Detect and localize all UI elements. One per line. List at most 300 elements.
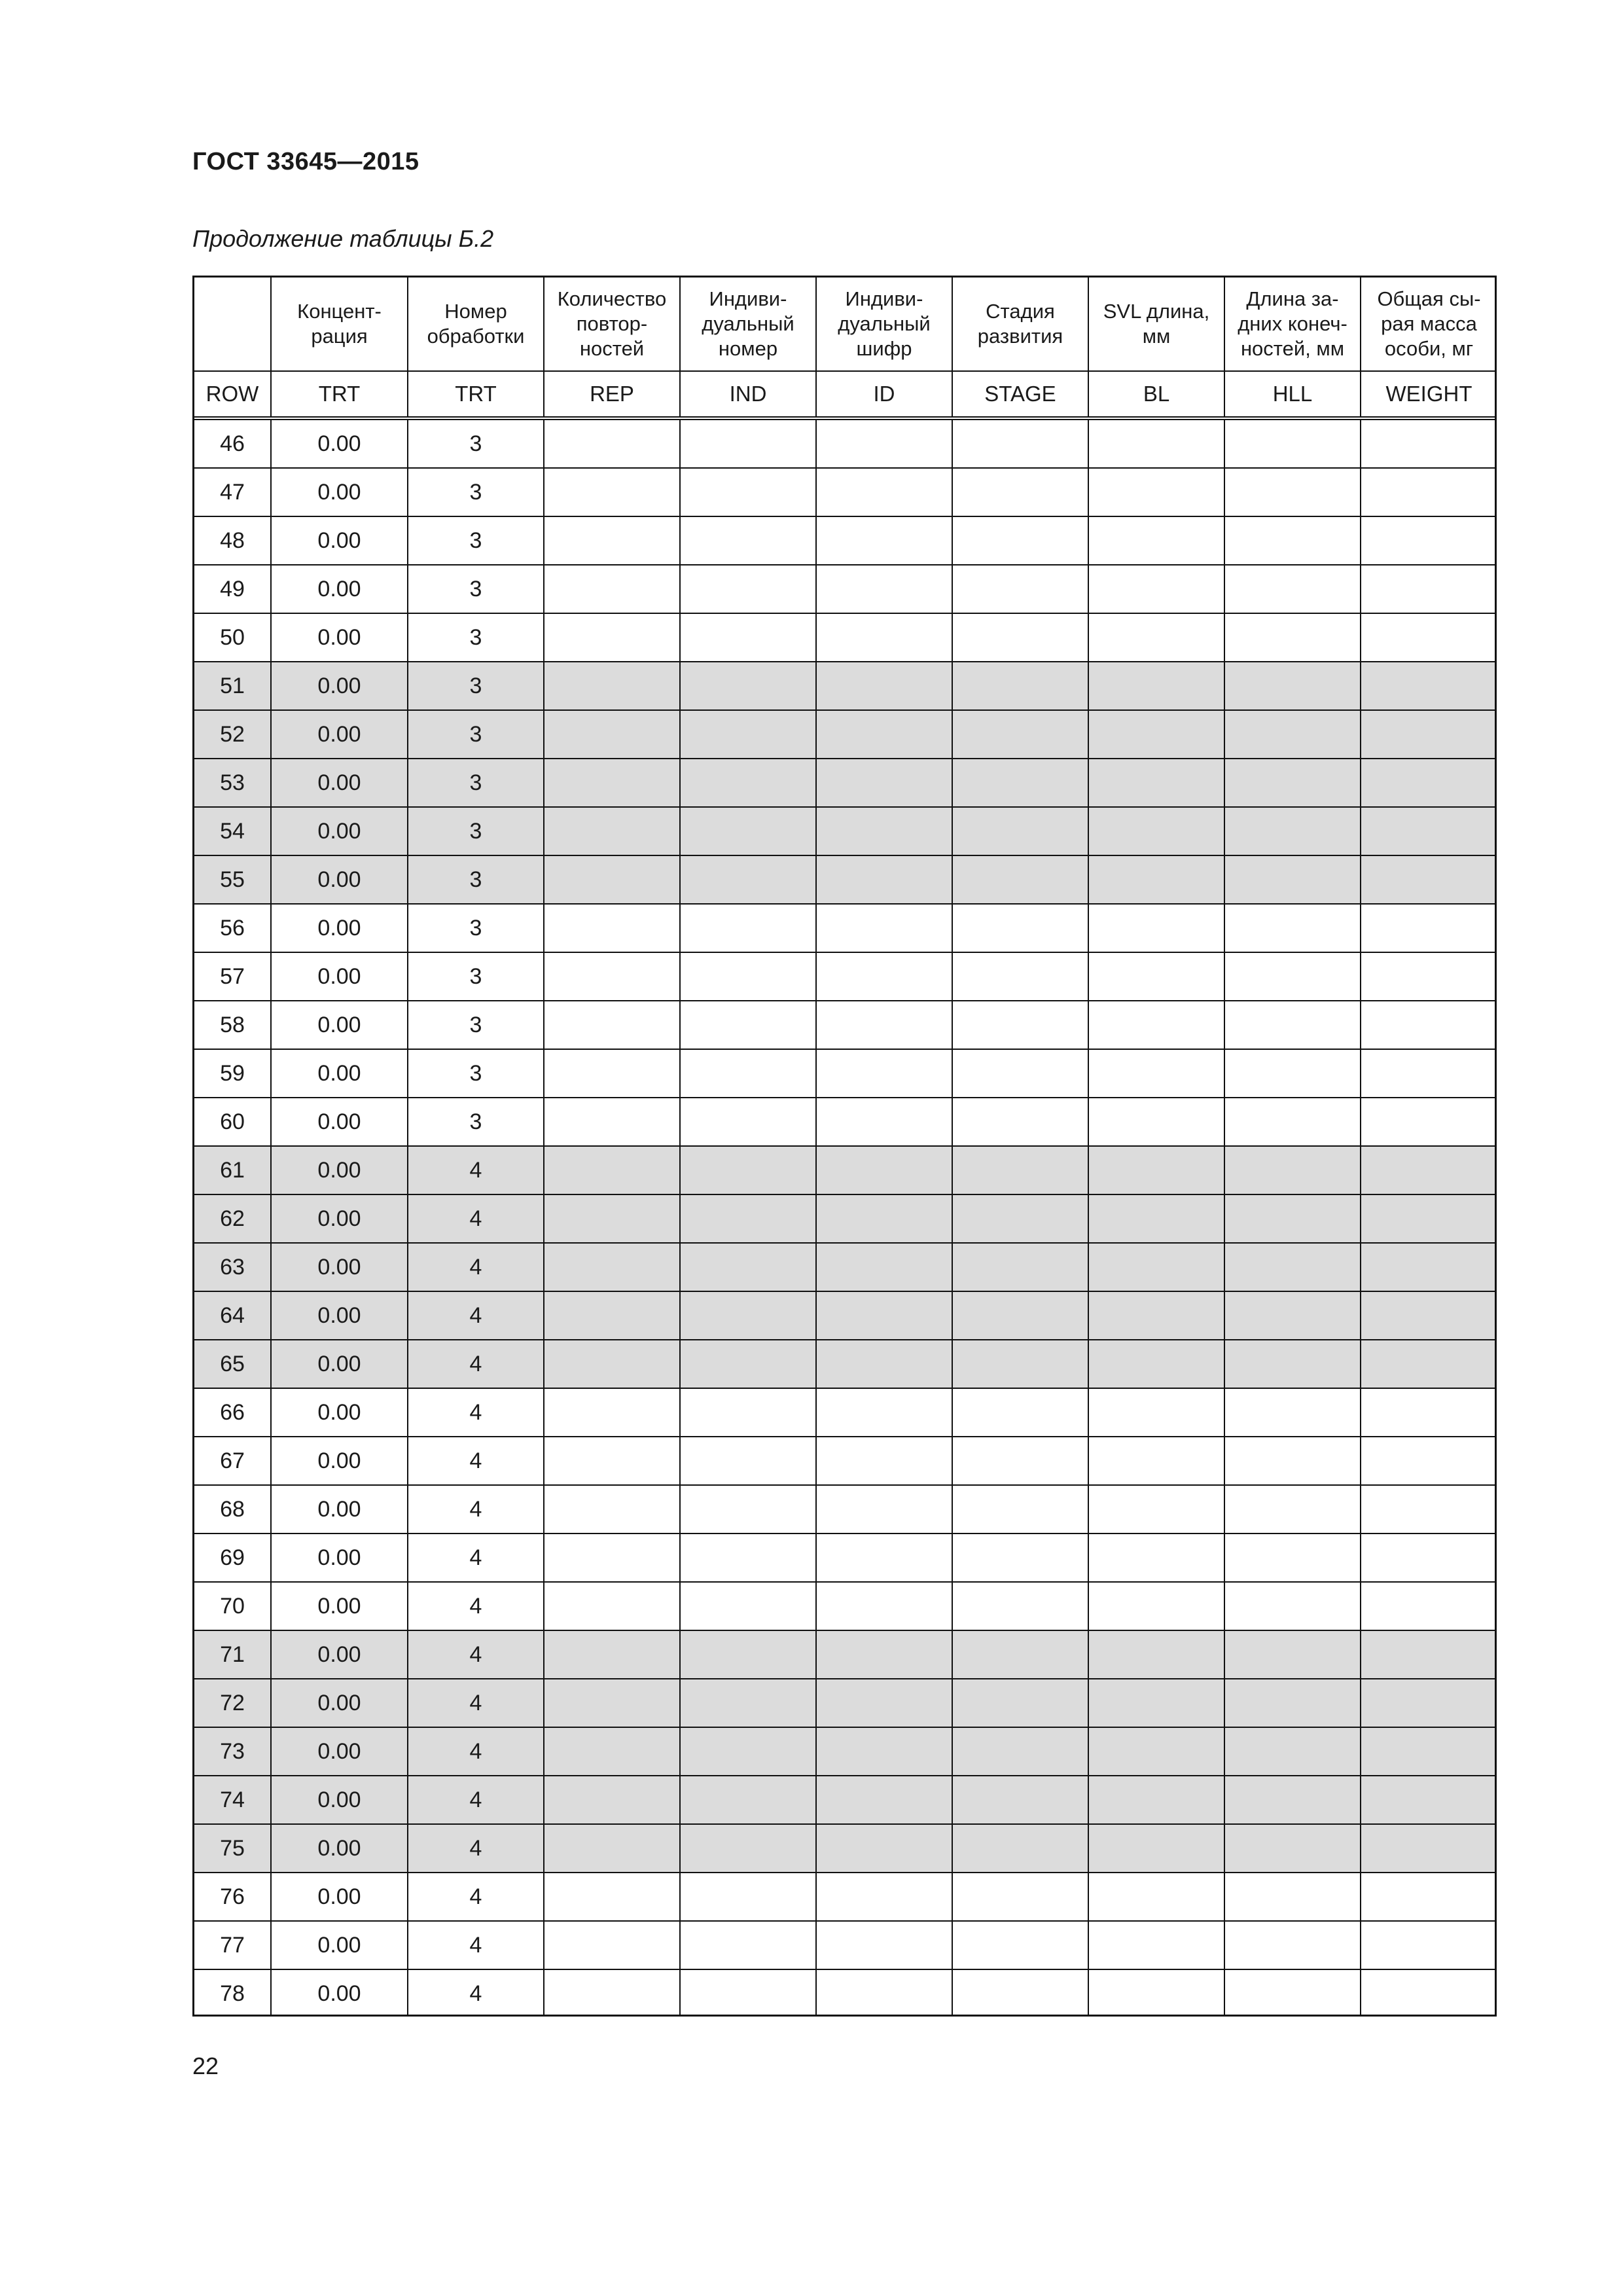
treatment-cell: 3 bbox=[408, 855, 544, 904]
header-code-cell: IND bbox=[680, 371, 816, 418]
document-header: ГОСТ 33645—2015 bbox=[192, 148, 419, 175]
empty-data-cell bbox=[1088, 1388, 1224, 1437]
treatment-cell: 3 bbox=[408, 807, 544, 855]
empty-data-cell bbox=[1224, 1291, 1361, 1340]
empty-data-cell bbox=[680, 1291, 816, 1340]
empty-data-cell bbox=[544, 759, 680, 807]
empty-data-cell bbox=[680, 1969, 816, 2017]
concentration-cell: 0.00 bbox=[271, 1485, 408, 1534]
concentration-cell: 0.00 bbox=[271, 1776, 408, 1824]
empty-data-cell bbox=[680, 1630, 816, 1679]
empty-data-cell bbox=[1224, 468, 1361, 516]
header-code-cell: HLL bbox=[1224, 371, 1361, 418]
header-name-cell: Стадия развития bbox=[952, 278, 1088, 371]
empty-data-cell bbox=[1361, 1485, 1497, 1534]
empty-data-cell bbox=[816, 1049, 952, 1098]
empty-data-cell bbox=[1361, 1146, 1497, 1194]
empty-data-cell bbox=[544, 855, 680, 904]
empty-data-cell bbox=[680, 565, 816, 613]
empty-data-cell bbox=[816, 662, 952, 710]
empty-data-cell bbox=[1361, 1776, 1497, 1824]
table-row bbox=[194, 1098, 1497, 1146]
header-name-cell: SVL длина, мм bbox=[1088, 278, 1224, 371]
empty-data-cell bbox=[680, 1582, 816, 1630]
empty-data-cell bbox=[544, 418, 680, 468]
concentration-cell: 0.00 bbox=[271, 1243, 408, 1291]
empty-data-cell bbox=[1361, 613, 1497, 662]
empty-data-cell bbox=[1361, 468, 1497, 516]
concentration-cell: 0.00 bbox=[271, 1582, 408, 1630]
empty-data-cell bbox=[544, 952, 680, 1001]
empty-data-cell bbox=[952, 710, 1088, 759]
empty-data-cell bbox=[1088, 1098, 1224, 1146]
row-number-cell: 66 bbox=[194, 1388, 271, 1437]
row-number-cell: 48 bbox=[194, 516, 271, 565]
empty-data-cell bbox=[680, 1776, 816, 1824]
table-row bbox=[194, 1485, 1497, 1534]
empty-data-cell bbox=[1088, 1824, 1224, 1873]
empty-data-cell bbox=[544, 1534, 680, 1582]
empty-data-cell bbox=[544, 1001, 680, 1049]
empty-data-cell bbox=[816, 1098, 952, 1146]
treatment-cell: 4 bbox=[408, 1582, 544, 1630]
empty-data-cell bbox=[1224, 1582, 1361, 1630]
empty-data-cell bbox=[680, 1098, 816, 1146]
empty-data-cell bbox=[1224, 662, 1361, 710]
empty-data-cell bbox=[1224, 1146, 1361, 1194]
empty-data-cell bbox=[1224, 807, 1361, 855]
empty-data-cell bbox=[1361, 1001, 1497, 1049]
empty-data-cell bbox=[1361, 1824, 1497, 1873]
empty-data-cell bbox=[1224, 1388, 1361, 1437]
empty-data-cell bbox=[952, 1873, 1088, 1921]
empty-data-cell bbox=[1088, 904, 1224, 952]
table-row bbox=[194, 1194, 1497, 1243]
row-number-cell: 63 bbox=[194, 1243, 271, 1291]
table-row bbox=[194, 1969, 1497, 2017]
table-row bbox=[194, 565, 1497, 613]
concentration-cell: 0.00 bbox=[271, 1098, 408, 1146]
treatment-cell: 4 bbox=[408, 1969, 544, 2017]
empty-data-cell bbox=[680, 613, 816, 662]
empty-data-cell bbox=[1361, 516, 1497, 565]
empty-data-cell bbox=[1088, 565, 1224, 613]
empty-data-cell bbox=[680, 855, 816, 904]
empty-data-cell bbox=[680, 1437, 816, 1485]
empty-data-cell bbox=[952, 759, 1088, 807]
empty-data-cell bbox=[952, 1049, 1088, 1098]
empty-data-cell bbox=[952, 855, 1088, 904]
concentration-cell: 0.00 bbox=[271, 468, 408, 516]
table-row bbox=[194, 1630, 1497, 1679]
row-number-cell: 57 bbox=[194, 952, 271, 1001]
empty-data-cell bbox=[544, 1340, 680, 1388]
treatment-cell: 4 bbox=[408, 1630, 544, 1679]
row-number-cell: 62 bbox=[194, 1194, 271, 1243]
empty-data-cell bbox=[1088, 662, 1224, 710]
concentration-cell: 0.00 bbox=[271, 662, 408, 710]
concentration-cell: 0.00 bbox=[271, 952, 408, 1001]
row-number-cell: 71 bbox=[194, 1630, 271, 1679]
empty-data-cell bbox=[1361, 1921, 1497, 1969]
empty-data-cell bbox=[816, 1873, 952, 1921]
empty-data-cell bbox=[1224, 1969, 1361, 2017]
empty-data-cell bbox=[1224, 1921, 1361, 1969]
row-number-cell: 78 bbox=[194, 1969, 271, 2017]
empty-data-cell bbox=[680, 1340, 816, 1388]
empty-data-cell bbox=[816, 1776, 952, 1824]
treatment-cell: 3 bbox=[408, 662, 544, 710]
concentration-cell: 0.00 bbox=[271, 1001, 408, 1049]
treatment-cell: 4 bbox=[408, 1340, 544, 1388]
empty-data-cell bbox=[1088, 1679, 1224, 1727]
row-number-cell: 74 bbox=[194, 1776, 271, 1824]
page-number: 22 bbox=[192, 2053, 219, 2079]
concentration-cell: 0.00 bbox=[271, 516, 408, 565]
treatment-cell: 3 bbox=[408, 613, 544, 662]
empty-data-cell bbox=[952, 1679, 1088, 1727]
empty-data-cell bbox=[1361, 1969, 1497, 2017]
concentration-cell: 0.00 bbox=[271, 1824, 408, 1873]
empty-data-cell bbox=[1088, 855, 1224, 904]
empty-data-cell bbox=[1088, 1969, 1224, 2017]
treatment-cell: 4 bbox=[408, 1921, 544, 1969]
empty-data-cell bbox=[1224, 418, 1361, 468]
empty-data-cell bbox=[952, 1582, 1088, 1630]
empty-data-cell bbox=[816, 565, 952, 613]
table-row bbox=[194, 1873, 1497, 1921]
treatment-cell: 4 bbox=[408, 1388, 544, 1437]
header-codes-row bbox=[194, 371, 1497, 418]
table-row bbox=[194, 1001, 1497, 1049]
empty-data-cell bbox=[1088, 468, 1224, 516]
table-row bbox=[194, 418, 1497, 468]
empty-data-cell bbox=[816, 613, 952, 662]
empty-data-cell bbox=[816, 1485, 952, 1534]
empty-data-cell bbox=[544, 1969, 680, 2017]
empty-data-cell bbox=[1088, 1049, 1224, 1098]
header-names-row bbox=[194, 278, 1497, 371]
empty-data-cell bbox=[1224, 1098, 1361, 1146]
row-number-cell: 58 bbox=[194, 1001, 271, 1049]
empty-data-cell bbox=[952, 1146, 1088, 1194]
header-code-cell: ID bbox=[816, 371, 952, 418]
header-code-cell: TRT bbox=[271, 371, 408, 418]
empty-data-cell bbox=[816, 1388, 952, 1437]
empty-data-cell bbox=[544, 1921, 680, 1969]
header-name-cell: Общая сы- рая масса особи, мг bbox=[1361, 278, 1497, 371]
concentration-cell: 0.00 bbox=[271, 904, 408, 952]
table-caption: Продолжение таблицы Б.2 bbox=[192, 225, 494, 252]
header-code-cell: STAGE bbox=[952, 371, 1088, 418]
row-number-cell: 72 bbox=[194, 1679, 271, 1727]
empty-data-cell bbox=[680, 952, 816, 1001]
concentration-cell: 0.00 bbox=[271, 613, 408, 662]
empty-data-cell bbox=[680, 418, 816, 468]
empty-data-cell bbox=[544, 1824, 680, 1873]
empty-data-cell bbox=[680, 1146, 816, 1194]
empty-data-cell bbox=[544, 1243, 680, 1291]
empty-data-cell bbox=[544, 613, 680, 662]
empty-data-cell bbox=[952, 952, 1088, 1001]
row-number-cell: 60 bbox=[194, 1098, 271, 1146]
empty-data-cell bbox=[952, 1194, 1088, 1243]
table-row bbox=[194, 807, 1497, 855]
empty-data-cell bbox=[1361, 1679, 1497, 1727]
empty-data-cell bbox=[680, 1921, 816, 1969]
row-number-cell: 49 bbox=[194, 565, 271, 613]
treatment-cell: 3 bbox=[408, 710, 544, 759]
empty-data-cell bbox=[1361, 1534, 1497, 1582]
treatment-cell: 4 bbox=[408, 1824, 544, 1873]
empty-data-cell bbox=[1361, 904, 1497, 952]
empty-data-cell bbox=[1361, 1582, 1497, 1630]
row-number-cell: 53 bbox=[194, 759, 271, 807]
treatment-cell: 3 bbox=[408, 1049, 544, 1098]
empty-data-cell bbox=[952, 1291, 1088, 1340]
empty-data-cell bbox=[1361, 807, 1497, 855]
table-row bbox=[194, 710, 1497, 759]
empty-data-cell bbox=[544, 904, 680, 952]
empty-data-cell bbox=[1361, 855, 1497, 904]
empty-data-cell bbox=[1224, 1776, 1361, 1824]
empty-data-cell bbox=[1224, 1437, 1361, 1485]
header-code-cell: WEIGHT bbox=[1361, 371, 1497, 418]
empty-data-cell bbox=[816, 468, 952, 516]
empty-data-cell bbox=[816, 516, 952, 565]
treatment-cell: 3 bbox=[408, 759, 544, 807]
table-row bbox=[194, 952, 1497, 1001]
empty-data-cell bbox=[680, 1873, 816, 1921]
table-row bbox=[194, 759, 1497, 807]
empty-data-cell bbox=[952, 1534, 1088, 1582]
row-number-cell: 50 bbox=[194, 613, 271, 662]
empty-data-cell bbox=[680, 710, 816, 759]
empty-data-cell bbox=[1224, 565, 1361, 613]
header-name-cell: Индиви- дуальный шифр bbox=[816, 278, 952, 371]
table-row bbox=[194, 1146, 1497, 1194]
empty-data-cell bbox=[1361, 1630, 1497, 1679]
empty-data-cell bbox=[1361, 759, 1497, 807]
empty-data-cell bbox=[544, 1098, 680, 1146]
empty-data-cell bbox=[1361, 1388, 1497, 1437]
concentration-cell: 0.00 bbox=[271, 418, 408, 468]
empty-data-cell bbox=[1088, 613, 1224, 662]
concentration-cell: 0.00 bbox=[271, 1049, 408, 1098]
empty-data-cell bbox=[1088, 418, 1224, 468]
concentration-cell: 0.00 bbox=[271, 1921, 408, 1969]
table-row bbox=[194, 1534, 1497, 1582]
empty-data-cell bbox=[816, 855, 952, 904]
empty-data-cell bbox=[952, 1969, 1088, 2017]
header-name-cell: Длина за- дних конеч- ностей, мм bbox=[1224, 278, 1361, 371]
empty-data-cell bbox=[1088, 1582, 1224, 1630]
empty-data-cell bbox=[1088, 1243, 1224, 1291]
empty-data-cell bbox=[1224, 613, 1361, 662]
table-row bbox=[194, 855, 1497, 904]
empty-data-cell bbox=[544, 1630, 680, 1679]
empty-data-cell bbox=[680, 1243, 816, 1291]
concentration-cell: 0.00 bbox=[271, 1873, 408, 1921]
empty-data-cell bbox=[816, 1921, 952, 1969]
empty-data-cell bbox=[952, 418, 1088, 468]
empty-data-cell bbox=[1088, 1534, 1224, 1582]
concentration-cell: 0.00 bbox=[271, 1194, 408, 1243]
empty-data-cell bbox=[680, 807, 816, 855]
empty-data-cell bbox=[544, 1291, 680, 1340]
row-number-cell: 56 bbox=[194, 904, 271, 952]
empty-data-cell bbox=[816, 952, 952, 1001]
header-code-cell: ROW bbox=[194, 371, 271, 418]
empty-data-cell bbox=[952, 1776, 1088, 1824]
table-row bbox=[194, 516, 1497, 565]
empty-data-cell bbox=[1224, 710, 1361, 759]
empty-data-cell bbox=[680, 1534, 816, 1582]
empty-data-cell bbox=[544, 1485, 680, 1534]
empty-data-cell bbox=[1088, 1776, 1224, 1824]
empty-data-cell bbox=[952, 468, 1088, 516]
table-row bbox=[194, 1291, 1497, 1340]
empty-data-cell bbox=[816, 1437, 952, 1485]
concentration-cell: 0.00 bbox=[271, 1291, 408, 1340]
concentration-cell: 0.00 bbox=[271, 1630, 408, 1679]
empty-data-cell bbox=[680, 904, 816, 952]
empty-data-cell bbox=[1361, 1049, 1497, 1098]
empty-data-cell bbox=[1361, 710, 1497, 759]
empty-data-cell bbox=[544, 1388, 680, 1437]
empty-data-cell bbox=[816, 1679, 952, 1727]
empty-data-cell bbox=[1361, 1291, 1497, 1340]
empty-data-cell bbox=[680, 468, 816, 516]
empty-data-cell bbox=[816, 1146, 952, 1194]
empty-data-cell bbox=[1088, 759, 1224, 807]
empty-data-cell bbox=[1224, 1001, 1361, 1049]
empty-data-cell bbox=[1361, 418, 1497, 468]
empty-data-cell bbox=[1088, 807, 1224, 855]
concentration-cell: 0.00 bbox=[271, 1146, 408, 1194]
empty-data-cell bbox=[952, 662, 1088, 710]
empty-data-cell bbox=[544, 710, 680, 759]
concentration-cell: 0.00 bbox=[271, 855, 408, 904]
empty-data-cell bbox=[816, 904, 952, 952]
empty-data-cell bbox=[1088, 1001, 1224, 1049]
empty-data-cell bbox=[952, 1485, 1088, 1534]
empty-data-cell bbox=[544, 468, 680, 516]
header-code-cell: BL bbox=[1088, 371, 1224, 418]
data-table bbox=[194, 278, 1497, 2017]
empty-data-cell bbox=[544, 807, 680, 855]
treatment-cell: 4 bbox=[408, 1146, 544, 1194]
empty-data-cell bbox=[952, 1243, 1088, 1291]
empty-data-cell bbox=[952, 807, 1088, 855]
empty-data-cell bbox=[1361, 1340, 1497, 1388]
row-number-cell: 47 bbox=[194, 468, 271, 516]
empty-data-cell bbox=[544, 516, 680, 565]
empty-data-cell bbox=[1224, 1243, 1361, 1291]
empty-data-cell bbox=[544, 1146, 680, 1194]
empty-data-cell bbox=[680, 759, 816, 807]
treatment-cell: 4 bbox=[408, 1194, 544, 1243]
empty-data-cell bbox=[680, 662, 816, 710]
concentration-cell: 0.00 bbox=[271, 1437, 408, 1485]
empty-data-cell bbox=[952, 1388, 1088, 1437]
concentration-cell: 0.00 bbox=[271, 710, 408, 759]
empty-data-cell bbox=[680, 1388, 816, 1437]
row-number-cell: 54 bbox=[194, 807, 271, 855]
empty-data-cell bbox=[1088, 710, 1224, 759]
empty-data-cell bbox=[1088, 1340, 1224, 1388]
empty-data-cell bbox=[1224, 855, 1361, 904]
empty-data-cell bbox=[680, 1194, 816, 1243]
empty-data-cell bbox=[1088, 1873, 1224, 1921]
treatment-cell: 3 bbox=[408, 904, 544, 952]
row-number-cell: 75 bbox=[194, 1824, 271, 1873]
row-number-cell: 64 bbox=[194, 1291, 271, 1340]
row-number-cell: 65 bbox=[194, 1340, 271, 1388]
empty-data-cell bbox=[952, 904, 1088, 952]
table-row bbox=[194, 1824, 1497, 1873]
empty-data-cell bbox=[1224, 1679, 1361, 1727]
empty-data-cell bbox=[952, 1001, 1088, 1049]
empty-data-cell bbox=[816, 1727, 952, 1776]
empty-data-cell bbox=[1361, 1727, 1497, 1776]
empty-data-cell bbox=[816, 418, 952, 468]
table-row bbox=[194, 1340, 1497, 1388]
empty-data-cell bbox=[1224, 1727, 1361, 1776]
empty-data-cell bbox=[544, 662, 680, 710]
table-row bbox=[194, 1921, 1497, 1969]
empty-data-cell bbox=[1224, 1534, 1361, 1582]
row-number-cell: 68 bbox=[194, 1485, 271, 1534]
row-number-cell: 52 bbox=[194, 710, 271, 759]
empty-data-cell bbox=[544, 565, 680, 613]
empty-data-cell bbox=[680, 1001, 816, 1049]
empty-data-cell bbox=[1361, 1437, 1497, 1485]
empty-data-cell bbox=[1361, 662, 1497, 710]
table-row bbox=[194, 904, 1497, 952]
empty-data-cell bbox=[816, 1291, 952, 1340]
empty-data-cell bbox=[952, 516, 1088, 565]
concentration-cell: 0.00 bbox=[271, 807, 408, 855]
table-row bbox=[194, 1727, 1497, 1776]
empty-data-cell bbox=[1088, 952, 1224, 1001]
empty-data-cell bbox=[816, 807, 952, 855]
empty-data-cell bbox=[952, 1727, 1088, 1776]
empty-data-cell bbox=[952, 565, 1088, 613]
empty-data-cell bbox=[544, 1049, 680, 1098]
table-row bbox=[194, 1243, 1497, 1291]
concentration-cell: 0.00 bbox=[271, 565, 408, 613]
treatment-cell: 4 bbox=[408, 1485, 544, 1534]
empty-data-cell bbox=[1224, 1194, 1361, 1243]
empty-data-cell bbox=[952, 613, 1088, 662]
header-code-cell: REP bbox=[544, 371, 680, 418]
empty-data-cell bbox=[816, 1340, 952, 1388]
table-body bbox=[194, 418, 1497, 2017]
table-row bbox=[194, 1776, 1497, 1824]
empty-data-cell bbox=[816, 1824, 952, 1873]
empty-data-cell bbox=[952, 1340, 1088, 1388]
table-row bbox=[194, 1049, 1497, 1098]
empty-data-cell bbox=[816, 1630, 952, 1679]
concentration-cell: 0.00 bbox=[271, 1340, 408, 1388]
header-name-cell: Количество повтор- ностей bbox=[544, 278, 680, 371]
empty-data-cell bbox=[544, 1582, 680, 1630]
row-number-cell: 70 bbox=[194, 1582, 271, 1630]
empty-data-cell bbox=[680, 1485, 816, 1534]
empty-data-cell bbox=[544, 1873, 680, 1921]
empty-data-cell bbox=[952, 1437, 1088, 1485]
